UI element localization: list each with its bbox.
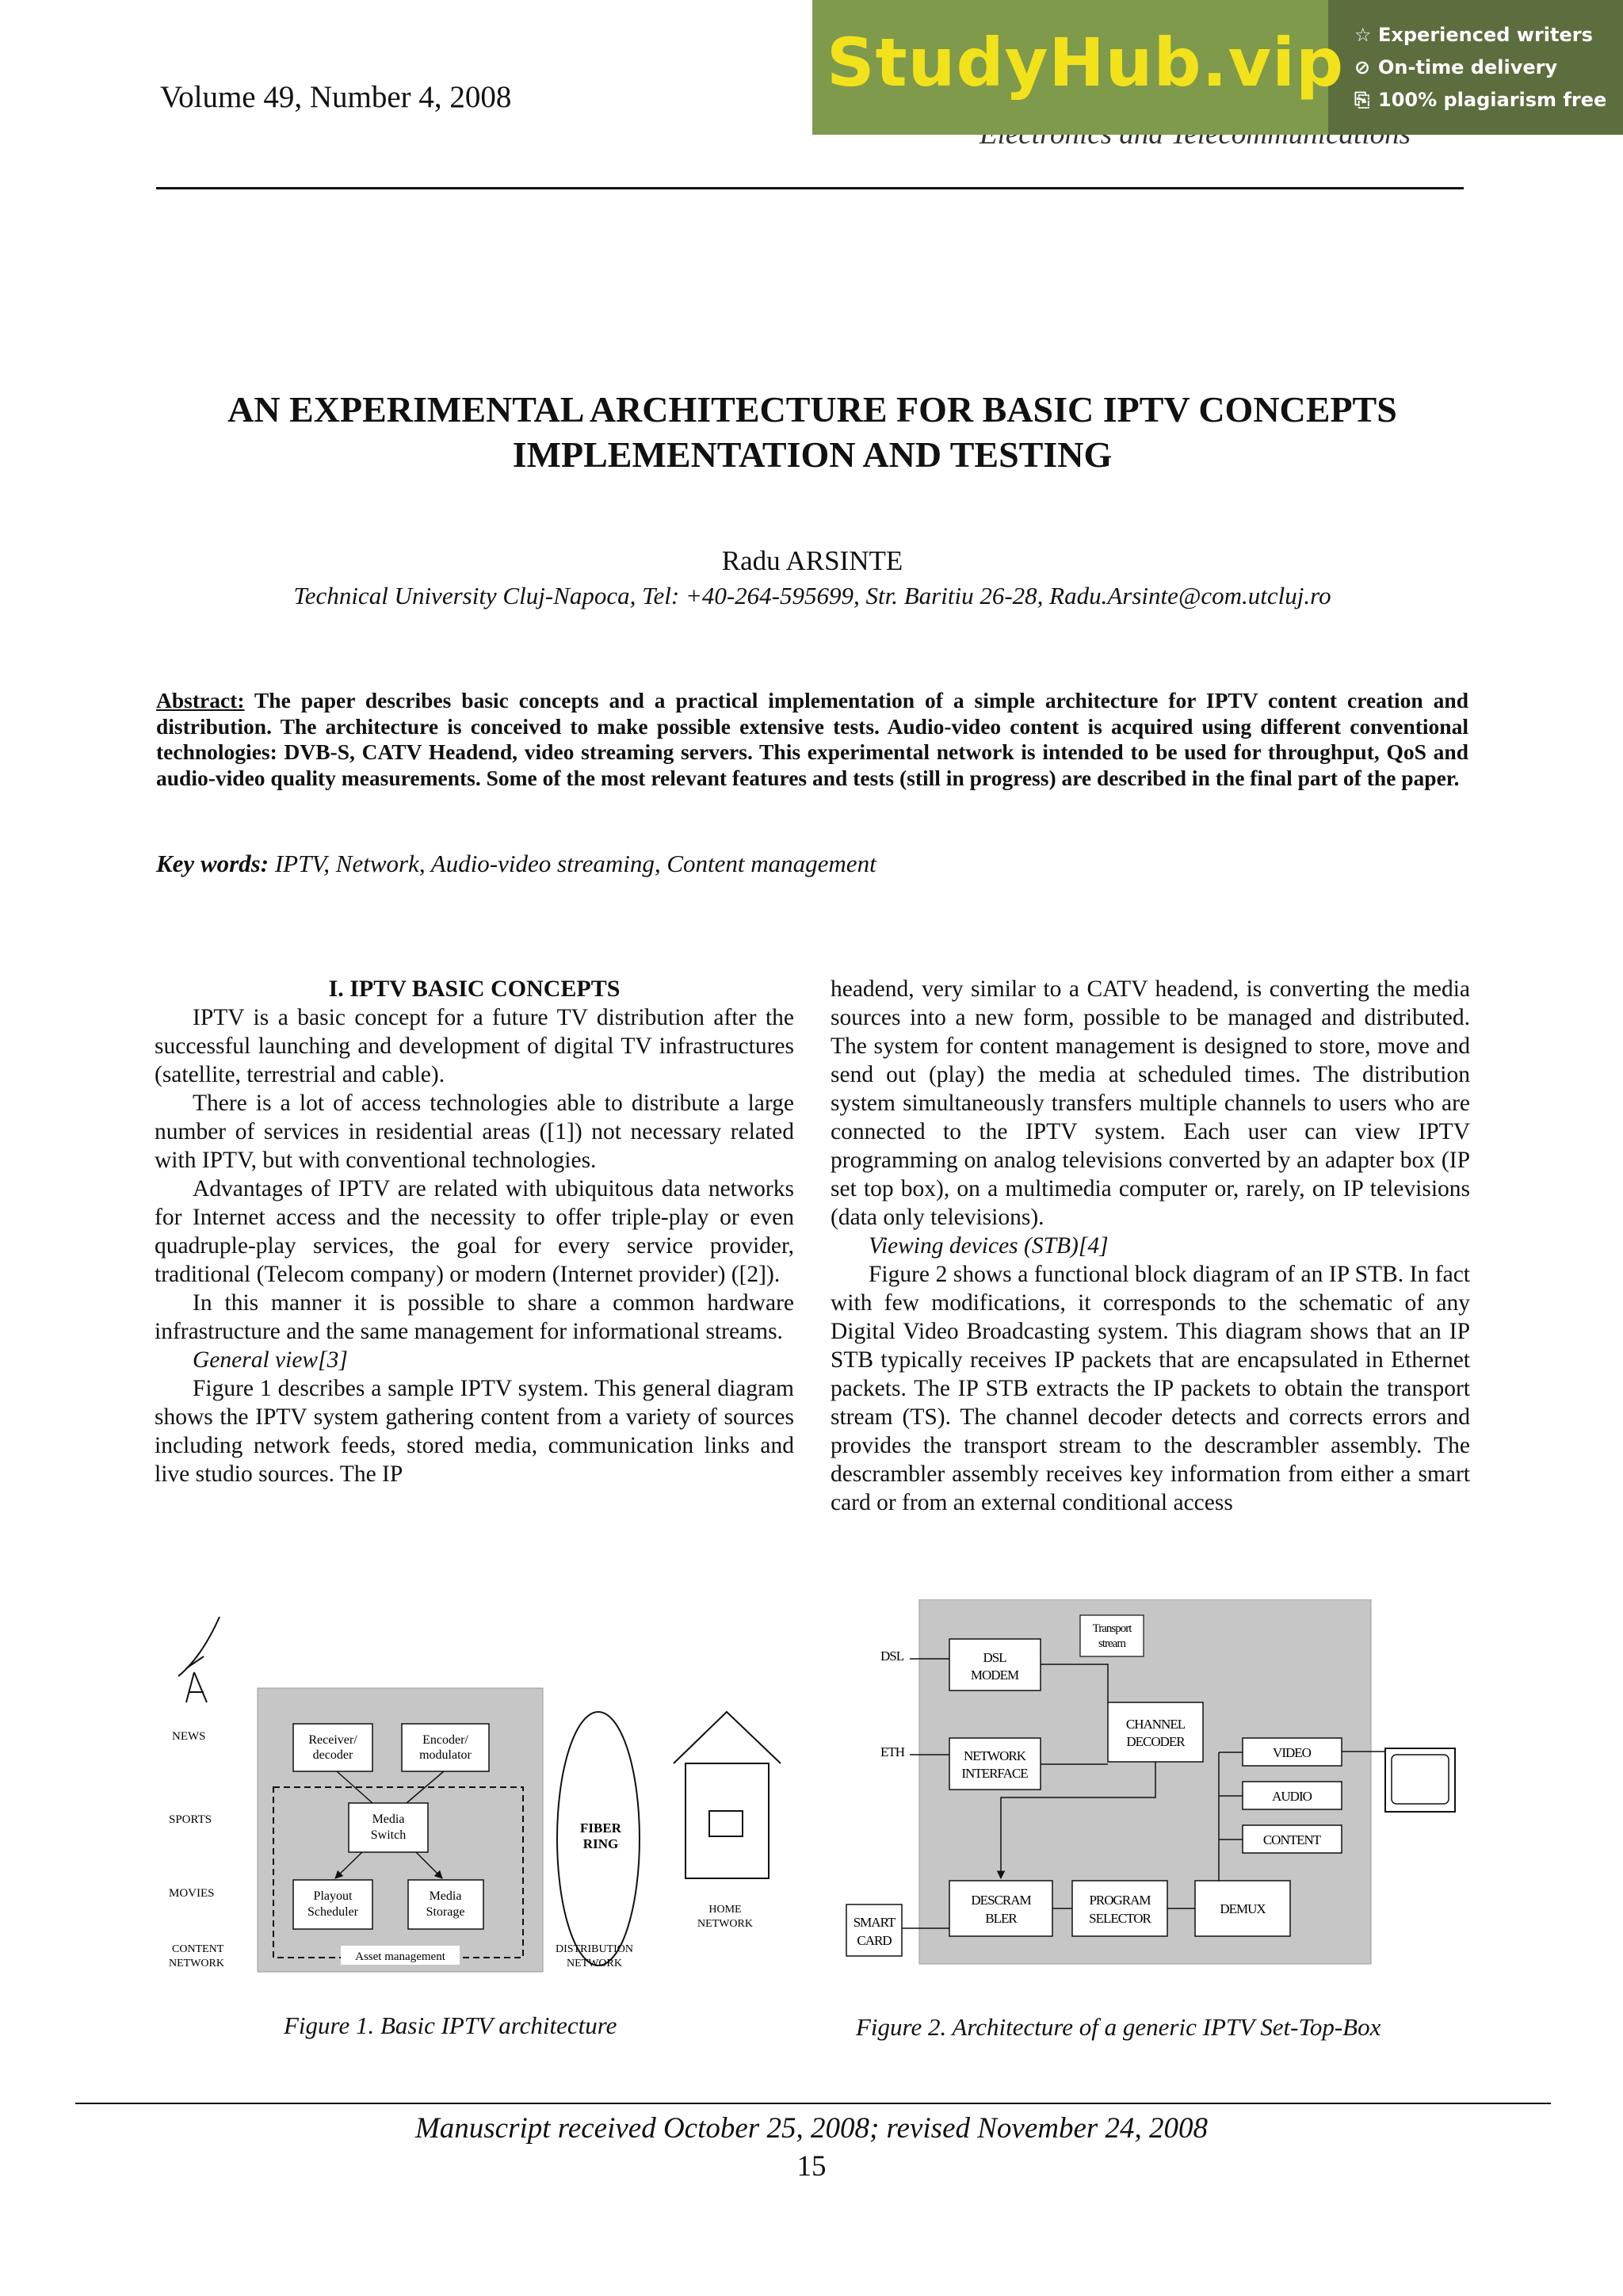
encoder-modulator-box bbox=[402, 1724, 489, 1771]
keywords bbox=[156, 850, 876, 878]
banner-feature-label: On-time delivery bbox=[1378, 56, 1558, 78]
source-label-movies: MOVIES bbox=[169, 1887, 215, 1900]
asset-management-label: Asset management bbox=[355, 1950, 445, 1963]
banner-feature-list bbox=[1354, 19, 1606, 117]
home-network-label: NETWORK bbox=[697, 1918, 753, 1930]
right-column bbox=[831, 975, 1470, 1517]
manuscript-note: Manuscript received October 25, 2008; revised November 24, 2008 bbox=[414, 2112, 1209, 2145]
header-volume: Volume 49, Number 4, 2008 bbox=[160, 80, 512, 114]
box-label: Playout bbox=[313, 1889, 353, 1903]
figure-2-diagram bbox=[838, 1599, 1472, 1996]
box-label: modulator bbox=[419, 1748, 472, 1762]
abstract-label: Abstract: bbox=[156, 688, 245, 712]
section-heading: I. IPTV BASIC CONCEPTS bbox=[328, 976, 621, 1002]
paragraph: Advantages of IPTV are related with ubiquitous data networks for Internet access and the necessity to offer triple-play or even quadruple-play services, the goal for every service provider, traditional (Telecom company) or modern (Internet provider) ([2]). bbox=[155, 1176, 794, 1287]
box-label: Encoder/ bbox=[422, 1733, 468, 1747]
paragraph: There is a lot of access technologies able to distribute a large number of services in residential areas ([1]) not necessary related with IPTV, but with conventional technologies. bbox=[155, 1091, 794, 1173]
keywords-label: Key words: bbox=[156, 850, 269, 877]
paragraph: Figure 2 shows a functional block diagram of an IP STB. In fact with few modifications, it corresponds to the schematic of any Digital Video Broadcasting system. This diagram shows that an IP STB typically receives IP packets that are encapsulated in Ethernet packets. The IP STB extracts the IP packets to obtain the transport stream (TS). The channel decoder detects and corrects errors and provides the transport stream to the descrambler assembly. The descrambler assembly receives key information from either a smart card or from an external conditional access bbox=[831, 1262, 1470, 1515]
page-number: 15 bbox=[796, 2150, 827, 2183]
channel-decoder-box bbox=[1108, 1702, 1203, 1762]
figure-1-caption: Figure 1. Basic IPTV architecture bbox=[284, 2011, 617, 2039]
box-label: Switch bbox=[370, 1828, 407, 1842]
figure-1-diagram bbox=[155, 1601, 812, 1989]
box-label: DSL bbox=[983, 1650, 1006, 1665]
home-network-label: HOME bbox=[708, 1904, 742, 1916]
document-icon: ⎘ bbox=[1354, 89, 1370, 111]
receiver-decoder-box bbox=[293, 1724, 372, 1771]
banner-feature-label: Experienced writers bbox=[1378, 24, 1593, 46]
box-label: Receiver/ bbox=[308, 1733, 357, 1747]
media-storage-box bbox=[408, 1880, 483, 1929]
fiber-ring-label: RING bbox=[582, 1836, 619, 1851]
distribution-network-label: NETWORK bbox=[567, 1958, 622, 1969]
box-label: DESCRAM bbox=[971, 1893, 1031, 1908]
tv-monitor-icon bbox=[1385, 1748, 1455, 1812]
descrambler-box bbox=[949, 1881, 1052, 1936]
input-label-eth: ETH bbox=[880, 1744, 905, 1759]
home-icon bbox=[674, 1712, 781, 1878]
box-label: CONTENT bbox=[1262, 1832, 1321, 1847]
input-label-dsl: DSL bbox=[880, 1648, 904, 1664]
box-label: stream bbox=[1098, 1637, 1125, 1650]
paragraph: headend, very similar to a CATV headend, is converting the media sources into a new form, possible to be managed and distributed. The system for content management is designed to store, move and send out (play) the media at scheduled times. The distribution system simultaneously transfers multiple channels to users who are connected to the IPTV system. Each user can view IPTV programming on analog televisions converted by an adapter box (IP set top box), on a multimedia computer or, rarely, on IP televisions (data only televisions). bbox=[831, 976, 1470, 1230]
banner-feature bbox=[1354, 19, 1606, 52]
source-label-sports: SPORTS bbox=[169, 1813, 212, 1826]
header-divider bbox=[156, 187, 1464, 189]
box-label: CHANNEL bbox=[1125, 1717, 1186, 1732]
banner-logo: StudyHub.vip bbox=[827, 24, 1345, 101]
box-label: decoder bbox=[312, 1748, 353, 1762]
keywords-text: IPTV, Network, Audio-video streaming, Content management bbox=[269, 850, 876, 877]
paper-title bbox=[158, 387, 1466, 477]
paper-title-line: IMPLEMENTATION AND TESTING bbox=[512, 434, 1113, 475]
content-network-label: CONTENT bbox=[172, 1943, 224, 1955]
transport-stream-box bbox=[1080, 1615, 1144, 1656]
star-icon: ☆ bbox=[1354, 24, 1372, 46]
box-label: SMART bbox=[853, 1915, 896, 1930]
distribution-network-label: DISTRIBUTION bbox=[556, 1943, 633, 1955]
paragraph: In this manner it is possible to share a common hardware infrastructure and the same management for informational streams. bbox=[155, 1290, 794, 1344]
box-label: Media bbox=[372, 1813, 405, 1826]
box-label: DEMUX bbox=[1220, 1901, 1266, 1916]
figure-2-caption: Figure 2. Architecture of a generic IPTV Set-Top-Box bbox=[856, 2013, 1381, 2041]
box-label: INTERFACE bbox=[961, 1766, 1028, 1781]
banner-feature bbox=[1354, 84, 1606, 117]
box-label: DECODER bbox=[1126, 1734, 1185, 1749]
program-selector-box bbox=[1072, 1881, 1167, 1936]
box-label: Media bbox=[429, 1889, 462, 1903]
paper-author: Radu ARSINTE bbox=[721, 545, 903, 576]
banner-feature bbox=[1354, 52, 1606, 84]
media-switch-box bbox=[349, 1803, 428, 1852]
paragraph: Figure 1 describes a sample IPTV system. This general diagram shows the IPTV system gathering content from a variety of sources including network feeds, stored media, communication links and live studio sources. The IP bbox=[155, 1376, 794, 1487]
fiber-ring-label: FIBER bbox=[580, 1820, 621, 1836]
network-interface-box bbox=[949, 1738, 1041, 1790]
box-label: NETWORK bbox=[964, 1748, 1025, 1763]
box-label: Storage bbox=[426, 1905, 465, 1919]
subsection-heading: General view[3] bbox=[193, 1347, 348, 1373]
antenna-icon bbox=[178, 1617, 220, 1702]
banner-feature-label: 100% plagiarism free bbox=[1378, 89, 1607, 111]
box-label: CARD bbox=[857, 1933, 892, 1948]
clock-icon: ⊘ bbox=[1354, 56, 1371, 78]
content-network-label: NETWORK bbox=[169, 1958, 224, 1969]
box-label: VIDEO bbox=[1273, 1745, 1311, 1760]
abstract bbox=[156, 688, 1468, 791]
smart-card-box bbox=[846, 1904, 902, 1956]
banner-logo-box bbox=[812, 0, 1345, 135]
footer-divider bbox=[75, 2103, 1551, 2104]
source-label-news: NEWS bbox=[172, 1730, 206, 1743]
ad-banner[interactable] bbox=[812, 0, 1623, 135]
box-label: Scheduler bbox=[307, 1905, 358, 1919]
subsection-heading: Viewing devices (STB)[4] bbox=[869, 1233, 1109, 1259]
paragraph: IPTV is a basic concept for a future TV distribution after the successful launching and development of digital TV infrastructures (satellite, terrestrial and cable). bbox=[155, 1005, 794, 1087]
left-column bbox=[155, 975, 794, 1488]
box-label: AUDIO bbox=[1272, 1789, 1312, 1804]
box-label: SELECTOR bbox=[1089, 1911, 1151, 1926]
playout-scheduler-box bbox=[293, 1880, 372, 1929]
paper-title-line: AN EXPERIMENTAL ARCHITECTURE FOR BASIC IPTV CONCEPTS bbox=[227, 389, 1397, 430]
box-label: BLER bbox=[985, 1911, 1017, 1926]
abstract-text: The paper describes basic concepts and a practical implementation of a simple architecture for IPTV content creation and distribution. The architecture is conceived to make possible extensive tests. Audio-video content is acquired using different conventional technologies: DVB-S, CATV Headend, video streaming servers. This experimental network is intended to be used for throughput, QoS and audio-video quality measurements. Some of the most relevant features and tests (still in progress) are described in the final part of the paper. bbox=[156, 688, 1468, 790]
paper-affiliation: Technical University Cluj-Napoca, Tel: +40-264-595699, Str. Baritiu 26-28, Radu.Arsinte@com.utcluj.ro bbox=[293, 582, 1331, 609]
box-label: Transport bbox=[1092, 1622, 1132, 1635]
box-label: MODEM bbox=[970, 1668, 1019, 1683]
box-label: PROGRAM bbox=[1089, 1893, 1151, 1908]
